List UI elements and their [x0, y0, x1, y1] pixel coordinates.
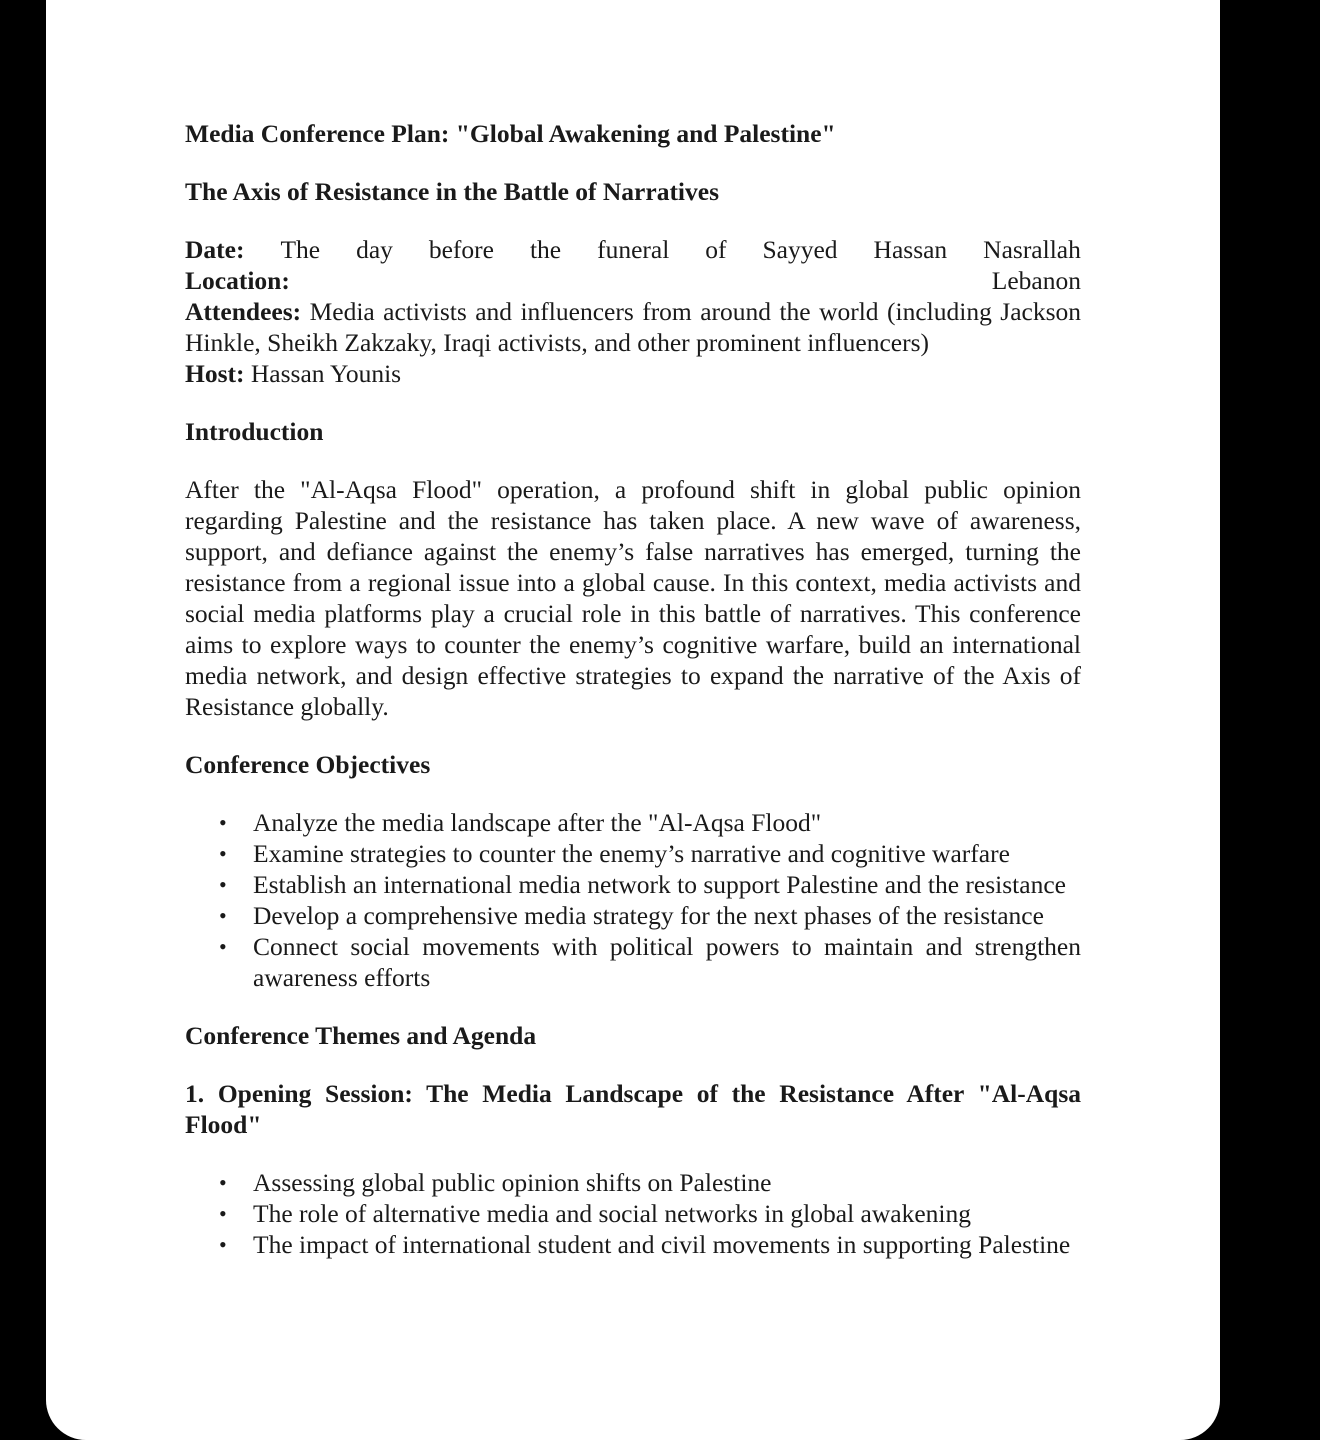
- date-word: of: [705, 235, 727, 264]
- introduction-text: After the "Al-Aqsa Flood" operation, a profound shift in global public opinion regarding Palestine and the resistance has taken place. A new wave of awareness, support, and defiance against the enemy’s false narratives has emerged, turning the resistance from a regional issue into a global cause. In this context, media activists and social media platforms play a crucial role in this battle of narratives. This conference aims to explore ways to counter the enemy’s cognitive warfare, build an international media network, and design effective strategies to expand the narrative of the Axis of Resistance globally.: [185, 475, 1081, 721]
- document-content: [185, 112, 1081, 1260]
- date-word: the: [529, 235, 562, 264]
- session1-list: [185, 1167, 1081, 1260]
- host-line: [185, 358, 1081, 389]
- date-word: Hassan: [873, 235, 948, 264]
- bullet-icon: •: [219, 903, 227, 928]
- session1-heading: 1. Opening Session: The Media Landscape of the Resistance After "Al-Aqsa Flood": [185, 1079, 1081, 1139]
- agenda-heading: Conference Themes and Agenda: [185, 1021, 537, 1050]
- location-line: [185, 265, 1081, 296]
- bullet-icon: •: [219, 1232, 227, 1257]
- host-label: Host:: [185, 359, 245, 388]
- list-item-text: Analyze the media landscape after the "Al-Aqsa Flood": [253, 808, 822, 837]
- date-line: [185, 234, 1081, 265]
- list-item-text: Develop a comprehensive media strategy for the next phases of the resistance: [253, 901, 1044, 930]
- list-item: [185, 1198, 1081, 1229]
- objectives-heading: Conference Objectives: [185, 750, 431, 779]
- list-item-text: The role of alternative media and social networks in global awakening: [253, 1199, 971, 1228]
- introduction-heading: Introduction: [185, 417, 324, 446]
- date-word: The: [280, 235, 321, 264]
- attendees-value: Media activists and influencers from around the world (including Jackson Hinkle, Sheikh Zakzaky, Iraqi activists, and other prominent influencers): [185, 297, 1082, 357]
- bullet-icon: •: [219, 934, 227, 959]
- date-word: funeral: [597, 235, 670, 264]
- list-item-text: The impact of international student and civil movements in supporting Palestine: [253, 1230, 1071, 1259]
- list-item: [185, 838, 1081, 869]
- attendees-line: [185, 296, 1081, 358]
- list-item: [185, 1167, 1081, 1198]
- date-word: before: [428, 235, 494, 264]
- date-word: Nasrallah: [983, 235, 1081, 264]
- list-item-text: Establish an international media network to support Palestine and the resistance: [253, 870, 1066, 899]
- list-item: [185, 931, 1081, 993]
- bullet-icon: •: [219, 872, 227, 897]
- list-item-text: Examine strategies to counter the enemy’s narrative and cognitive warfare: [253, 839, 1010, 868]
- attendees-label: Attendees:: [185, 297, 302, 326]
- meta-block: [185, 234, 1081, 389]
- bullet-icon: •: [219, 810, 227, 835]
- bullet-icon: •: [219, 1170, 227, 1195]
- location-value: Lebanon: [991, 266, 1081, 295]
- objectives-list: [185, 807, 1081, 993]
- document-subtitle: The Axis of Resistance in the Battle of Narratives: [185, 177, 720, 206]
- list-item: [185, 869, 1081, 900]
- list-item: [185, 900, 1081, 931]
- list-item-text: Connect social movements with political powers to maintain and strengthen awareness efforts: [253, 932, 1081, 992]
- list-item: [185, 807, 1081, 838]
- bullet-icon: •: [219, 841, 227, 866]
- list-item-text: Assessing global public opinion shifts on Palestine: [253, 1168, 772, 1197]
- location-label: Location:: [185, 266, 290, 295]
- list-item: [185, 1229, 1081, 1260]
- host-value: Hassan Younis: [250, 359, 402, 388]
- document-title: Media Conference Plan: "Global Awakening and Palestine": [185, 119, 836, 148]
- date-word: day: [356, 235, 393, 264]
- date-word: Sayyed: [762, 235, 838, 264]
- bullet-icon: •: [219, 1201, 227, 1226]
- date-label: Date:: [185, 235, 245, 264]
